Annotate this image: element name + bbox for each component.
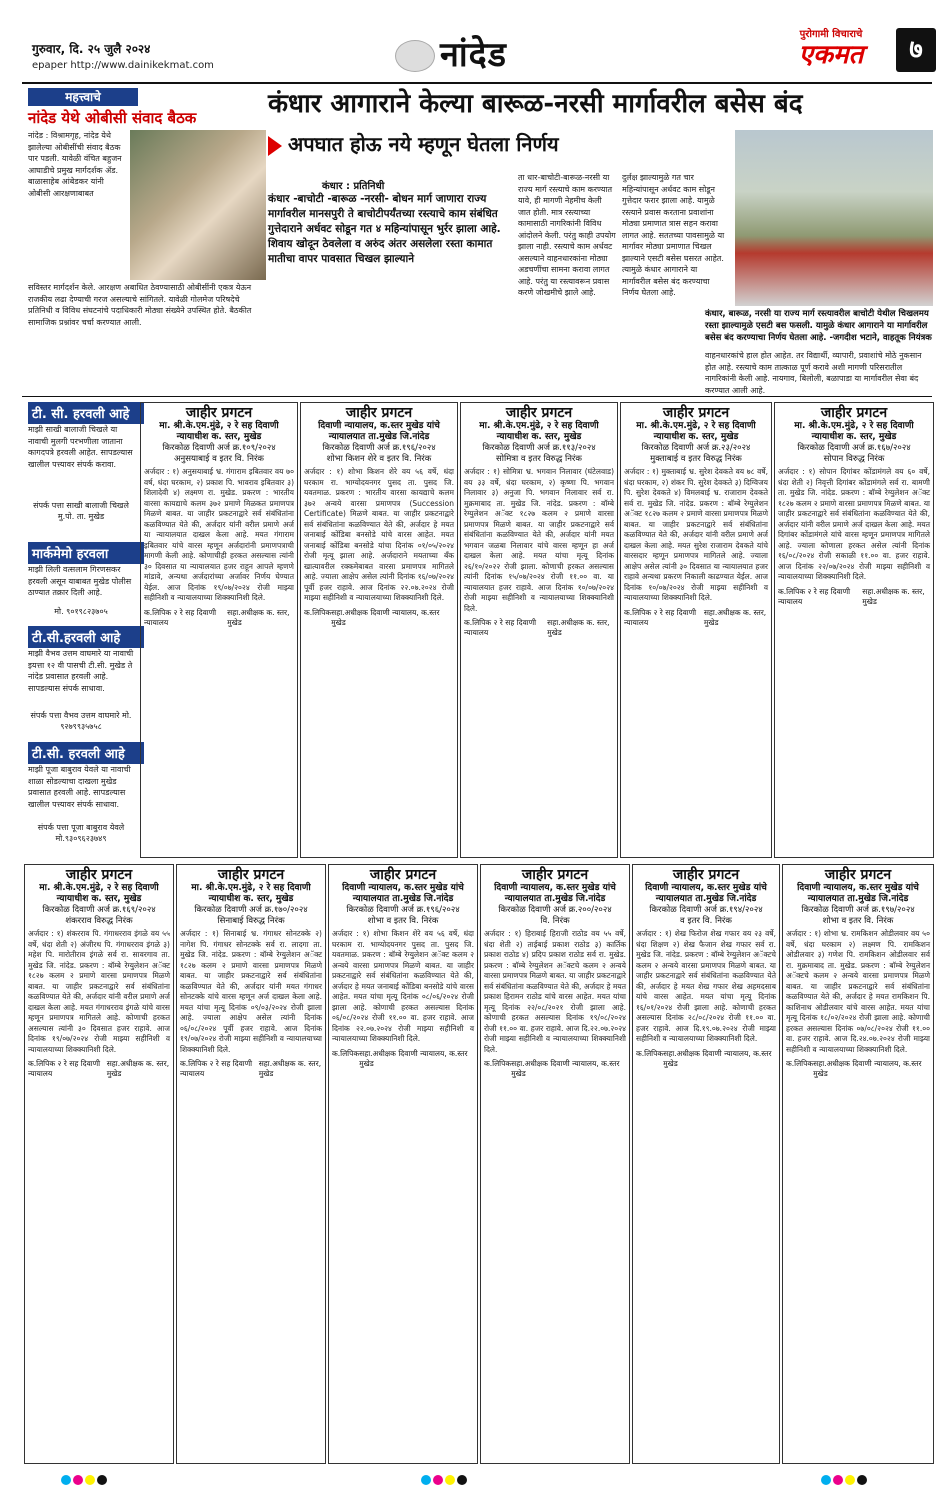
notice-parties: व इतर वि. निरंक bbox=[680, 916, 732, 926]
notice-court: दिवाणी न्यायालय, क.स्तर मुखेड यांचे न्यायालयात ता.मुखेड जि.नांदेड bbox=[645, 883, 767, 904]
notice-case: किरकोळ दिवाणी अर्ज क्र.१६७/२०२४ bbox=[797, 443, 911, 453]
notice-parties: शोभा व इतर वि. निरंक bbox=[822, 916, 894, 926]
cyan-dot-icon bbox=[821, 1475, 831, 1485]
legal-notice bbox=[480, 864, 630, 1464]
notice-court: मा. श्री.के.एम.मुंढे, २ रे सह दिवाणी न्यायाधीश क. स्तर, मुखेड bbox=[794, 421, 914, 442]
meeting-photo bbox=[130, 130, 266, 280]
bus-photo bbox=[735, 130, 933, 306]
city-crest-icon bbox=[395, 40, 435, 72]
sign-left: क.लिपिक bbox=[484, 1059, 512, 1068]
sign-left: क.लिपिक bbox=[786, 1059, 814, 1068]
legal-notice bbox=[620, 402, 772, 858]
notice-text: अर्जदार : १) शोभा भ्र. रामकिशन ओडीलवार वय ५० वर्षे, धंदा घरकाम २) लक्ष्मण पि. रामकिशन ओडीलवार ३) गणेश पि. रामकिशन ओडीलवार सर्व रा. मुक्रमाबाद ता. मुखेड. प्रकरण : बॉम्बे रेग्युलेशन अॅक्टचे कलम २ अन्वये वारसा प्रमाणपत्र मिळणे बाबत. या जाहीर प्रकटनाद्वारे सर्व संबंधितांना कळविण्यात येते की, अर्जदार हे मयत रामकिशन पि. काशिनाथ ओडीलवार यांचे वारस आहेत. मयत यांचा मृत्यू दिनांक १८/०२/२०२४ रोजी झाला आहे. कोणाची हरकत असल्यास दिनांक ०७/०८/२०२४ रोजी ११.०० वा. हजर राहावे. आज दि.२४.०७.२०२४ रोजी माझ्या सहीनिशी व न्यायालयाच्या शिक्क्यानिशी दिले. bbox=[786, 929, 930, 1054]
notice-text: अर्जदार : १) शोभा किशन शेरे वय ५६ वर्षे, धंदा घरकाम रा. भाग्योदयनगर पुसद ता. पुसद जि. यवतमाळ. प्रकरण : बॉम्बे रेग्युलेशन अॅक्ट कलम २ अन्वये वारसा प्रमाणपत्र मिळणे बाबत. या जाहीर प्रकटनाद्वारे सर्व संबंधितांना कळविण्यात येते की, अर्जदार हे मयत जनाबाई कोंडिबा बनसोडे यांचे वारस आहेत. मयत यांचा मृत्यू दिनांक ०८/०६/२०२४ रोजी झाला आहे. कोणाची हरकत असल्यास दिनांक ०६/०८/२०२४ रोजी ११.०० वा. हजर राहावे. आज दिनांक २२.०७.२०२४ रोजी माझ्या सहीनिशी व न्यायालयाच्या शिक्क्यानिशी दिले. bbox=[332, 929, 474, 1043]
story-headline: कंधार आगाराने केल्या बारूळ-नरसी मार्गावरील बसेस बंद bbox=[268, 89, 803, 119]
registration-marks bbox=[420, 1470, 468, 1484]
notice-signatures bbox=[304, 608, 454, 628]
important-text: नांदेड : विश्रामगृह, नांदेड येथे झालेल्या ओबीसींची संवाद बैठक पार पडली. यावेळी वंचित बहुजन आघाडीचे प्रमुख मार्गदर्शक ॲड. बाळासाहेब आंबेडकर यांनी ओबीसी आरक्षणाबाबत bbox=[28, 131, 122, 198]
notice-case: किरकोळ दिवाणी अर्ज क्र.१९४/२०२४ bbox=[649, 905, 763, 915]
sign-right: सहा.अधीक्षक क. स्तर, मुखेड bbox=[258, 1059, 322, 1078]
sign-right: सहा.अधीक्षक दिवाणी न्यायालय, क.स्तर मुखेड bbox=[511, 1059, 620, 1078]
classified-body: माझी पूजा बाबुराव येवले या नावाची शाळा सोडल्याचा दाखला मुखेड प्रवासात हरवली आहे. सापडल्यास खालील पत्त्यावर संपर्क साधावा. bbox=[28, 765, 131, 809]
classified-title: टी.सी. हरवली आहे bbox=[28, 742, 144, 764]
legal-notice bbox=[782, 864, 934, 1464]
notice-parties: अनुसयाबाई व इतर वि. निरंक bbox=[174, 454, 264, 464]
classified-body: माझी वैभव उत्तम वाघमारे या नावाची इयत्ता १२ वी पासची टी.सी. मुखेड ते नांदेड प्रवासात हरवली आहे. सापडल्यास संपर्क साधावा. bbox=[28, 649, 134, 693]
section-divider bbox=[22, 396, 932, 397]
epaper-url[interactable]: epaper http://www.dainikekmat.com bbox=[32, 60, 214, 71]
notice-case: किरकोळ दिवाणी अर्ज क्र.१९६/२०२४ bbox=[346, 905, 460, 915]
notice-text: अर्जदार : १) शंकरराव पि. गंगाधरराव इंगळे वय ५५ वर्षे, धंदा शेती २) अंजीरथ पि. गंगाधरराव इंगळे ३) महेश पि. मारोतीराव इंगळे सर्व रा. सावरगाव ता. मुखेड जि. नांदेड. प्रकरण : बॉम्बे रेग्युलेशन अॅक्ट १८२७ कलम २ प्रमाणे वारसा प्रमाणपत्र मिळणे बाबत. या जाहीर प्रकटनाद्वारे सर्व संबंधितांना कळविण्यात येते की, अर्जदार यांनी वरील प्रमाणे अर्ज दाखल केला आहे. मयत गंगाधरराव इंगळे यांचे वारस म्हणून प्रमाणपत्र मागितले आहे. कोणाची हरकत असल्यास त्यांनी ३० दिवसात हजर राहावे. आज दिनांक १९/०७/२०२४ रोजी माझ्या सहीनिशी व न्यायालयाच्या शिक्क्यानिशी दिले. bbox=[28, 929, 170, 1054]
story-subheadline bbox=[268, 130, 618, 157]
legal-notice bbox=[632, 864, 780, 1464]
page-number: ७ bbox=[896, 28, 936, 72]
legal-notice bbox=[460, 402, 618, 858]
sign-left: क.लिपिक bbox=[332, 1048, 360, 1058]
logo-tagline: पुरोगामी विचाराचे bbox=[799, 29, 863, 40]
notice-text: अर्जदार : १) अनुसयाबाई भ्र. गंगाराम इबितवार वय ७० वर्ष, धंदा घरकाम, २) प्रकाश पि. भावराव इबितवार ३) शिलादेवी ४) लक्ष्मण रा. मुखेड. प्रकरण : भारतीय वारसा कायद्याचे कलम ३७२ प्रमाणे मिळकत प्रमाणपत्र मिळणे बाबत. या जाहीर प्रकटनाद्वारे सर्व संबंधितांना कळविण्यात येते की, अर्जदार यांनी वरील प्रमाणे अर्ज या न्यायालयात दाखल केला आहे. मयत गंगाराम इबितवार यांचे वारस म्हणून अर्जदारांनी प्रमाणपत्राची मागणी केली आहे. कोणाचीही हरकत असल्यास त्यांनी ३० दिवसात या न्यायालयात हजर राहून आपले म्हणणे मांडावे, अन्यथा अर्जदारांच्या अर्जावर निर्णय घेण्यात येईल. आज दिनांक १९/०७/२०२४ रोजी माझ्या सहीनिशी व न्यायालयाच्या शिक्क्यानिशी दिले. bbox=[144, 467, 294, 602]
sign-left: क.लिपिक २ रे सह दिवाणी न्यायालय bbox=[28, 1059, 101, 1078]
sign-right: सहा.अधीक्षक क. स्तर, मुखेड bbox=[106, 1059, 170, 1078]
notice-court: दिवाणी न्यायालय, क.स्तर मुखेड यांचे न्यायालयात ता.मुखेड जि.नांदेड bbox=[494, 883, 616, 904]
arrow-icon bbox=[268, 136, 282, 156]
notice-parties: शंकरराव विरुद्ध निरंक bbox=[65, 916, 133, 926]
story-lead: कंधार -बाचोटी -बारूळ -नरसी- बोधन मार्ग जाणारा राज्य मार्गावरील मानसपुरी ते बाचोटीपर्यंतच्या रस्त्याचे काम संबंधित गुत्तेदाराने अर्धवट सोडून गत ४ महिन्यांपासून भुर्रर झाला आहे. शिवाय खोदून ठेवलेला व अरुंद अंतर असलेला रस्ता कामात मातीचा वापर पावसात चिखल झाल्याने bbox=[268, 193, 501, 265]
notice-case: किरकोळ दिवाणी अर्ज क्र.२००/२०२४ bbox=[498, 905, 612, 915]
notice-court: मा. श्री.के.एम.मुंढे, २ रे सह दिवाणी न्यायाधीश क. स्तर, मुखेड bbox=[636, 421, 756, 442]
notice-parties: शोभा किशन शेरे व इतर वि. निरंक bbox=[326, 454, 432, 464]
sign-right: सहा.अधीक्षक दिवाणी न्यायालय, क.स्तर मुखेड bbox=[813, 1059, 922, 1078]
notice-title: जाहीर प्रगटन bbox=[505, 405, 573, 421]
notice-text: अर्जदार : १) सोमित्रा भ्र. भगवान निलावार (घंटेलवाड) वय ३३ वर्षे, धंदा घरकाम, २) कृष्णा पि. भगवान निलावार ३) अनुजा पि. भगवान निलावार सर्व रा. मुक्रमाबाद ता. मुखेड जि. नांदेड. प्रकरण : बॉम्बे रेग्युलेशन अॅक्ट १८२७ कलम २ प्रमाणे वारसा प्रमाणपत्र मिळणे बाबत. या जाहीर प्रकटनाद्वारे सर्व संबंधितांना कळविण्यात येते की, अर्जदार यांनी मयत भगवान जळबा निलावार यांचे वारस म्हणून हा अर्ज दाखल केला आहे. मयत यांचा मृत्यू दिनांक २६/१०/२०२२ रोजी झाला. कोणाची हरकत असल्यास त्यांनी दिनांक १५/०७/२०२४ रोजी ११.०० वा. या न्यायालयात हजर राहावे. आज दिनांक १०/०७/२०२४ रोजी माझ्या सहीनिशी व न्यायालयाच्या शिक्क्यानिशी दिले. bbox=[464, 467, 614, 613]
issue-date: गुरुवार, दि. २५ जुलै २०२४ bbox=[32, 42, 151, 56]
notice-parties: वि. निरंक bbox=[540, 916, 570, 926]
notice-parties: मुक्ताबाई व इतर विरुद्ध निरंक bbox=[650, 454, 742, 464]
notice-court: मा. श्री.के.एम.मुंढे, २ रे सह दिवाणी न्यायाधीश क. स्तर, मुखेड bbox=[159, 421, 279, 442]
legal-notice bbox=[774, 402, 934, 858]
notice-signatures bbox=[484, 1059, 626, 1079]
notice-court: दिवाणी न्यायालय, क.स्तर मुखेड यांचे न्यायालयात ता.मुखेड जि.नांदेड bbox=[797, 883, 919, 904]
cyan-dot-icon bbox=[421, 1475, 431, 1485]
masthead-rule bbox=[22, 82, 932, 84]
notice-title: जाहीर प्रगटन bbox=[521, 867, 589, 883]
notice-signatures bbox=[464, 618, 614, 638]
notice-case: किरकोळ दिवाणी अर्ज क्र.१९६/२०२४ bbox=[322, 443, 436, 453]
classified-contact: संपर्क पत्ता वैभव उत्तम वाघमारे मो. ९२७९९३५७५८ bbox=[30, 711, 132, 731]
sign-right: सहा.अधीक्षक क. स्तर, मुखेड bbox=[547, 618, 610, 637]
sign-left: क.लिपिक bbox=[636, 1048, 664, 1058]
notice-signatures bbox=[636, 1049, 776, 1069]
notice-signatures bbox=[332, 1049, 474, 1069]
notice-title: जाहीर प्रगटन bbox=[65, 867, 133, 883]
notice-title: जाहीर प्रगटन bbox=[672, 867, 740, 883]
notice-case: किरकोळ दिवाणी अर्ज क्र.१०९/२०२४ bbox=[162, 443, 276, 453]
notice-case: किरकोळ दिवाणी अर्ज क्र.२३/२०२४ bbox=[641, 443, 751, 453]
notice-title: जाहीर प्रगटन bbox=[824, 867, 892, 883]
classified-title: मार्कमेमो हरवला bbox=[28, 542, 144, 564]
legal-notice bbox=[176, 864, 326, 1464]
sign-right: सहा.अधीक्षक क. स्तर, मुखेड bbox=[227, 607, 290, 627]
notice-title: जाहीर प्रगटन bbox=[185, 405, 253, 421]
classified-title: टी. सी. हरवली आहे bbox=[28, 402, 144, 424]
notice-text: अर्जदार : १) सिनाबाई भ्र. गंगाधर सोनटक्के २) नागेश पि. गंगाधर सोनटक्के सर्व रा. लादगा ता. मुखेड जि. नांदेड. प्रकरण : बॉम्बे रेग्युलेशन अॅक्ट १८२७ कलम २ प्रमाणे वारसा प्रमाणपत्र मिळणे बाबत. या जाहीर प्रकटनाद्वारे सर्व संबंधितांना कळविण्यात येते की, अर्जदार यांनी मयत गंगाधर सोनटक्के यांचे वारस म्हणून अर्ज दाखल केला आहे. मयत यांचा मृत्यू दिनांक ०९/०३/२०२४ रोजी झाला आहे. ज्याला आक्षेप असेल त्यांनी दिनांक ०६/०८/२०२४ पूर्वी हजर राहावे. आज दिनांक १९/०७/२०२४ रोजी माझ्या सहीनिशी व न्यायालयाच्या शिक्क्यानिशी दिले. bbox=[180, 929, 322, 1054]
sign-left: क.लिपिक २ रे सह दिवाणी न्यायालय bbox=[464, 618, 537, 637]
important-text-continued: सविस्तर मार्गदर्शन केले. आरक्षण अबाधित ठेवण्यासाठी ओबीसींनी एकत्र येऊन राजकीय लढा देण्याची गरज असल्याचे सांगितले. यावेळी गोलमेज परिषदेचे प्रतिनिधी व विविध संघटनांचे पदाधिकारी मोठ्या संख्येने उपस्थित होते. बैठकीत सामाजिक प्रश्नांवर चर्चा करण्यात आली. bbox=[28, 283, 252, 327]
notice-signatures bbox=[778, 587, 930, 607]
classified-contact: संपर्क पत्ता साखी बालाजी चिखले मु.पो. ता. मुखेड bbox=[33, 501, 129, 521]
notice-parties: सिनाबाई विरुद्ध निरंक bbox=[217, 916, 285, 926]
legal-notice bbox=[24, 864, 174, 1464]
notice-court: मा. श्री.के.एम.मुंढे, २ रे सह दिवाणी न्यायाधीश क. स्तर, मुखेड bbox=[191, 883, 311, 904]
sign-right: सहा.अधीक्षक क. स्तर, मुखेड bbox=[703, 607, 767, 627]
notice-signatures bbox=[28, 1059, 170, 1079]
magenta-dot-icon bbox=[433, 1475, 443, 1485]
notice-title: जाहीर प्रगटन bbox=[662, 405, 730, 421]
classified-contact: संपर्क पत्ता पूजा बाबुराव येवले मो.९३०९६२३७४९ bbox=[37, 823, 125, 843]
subheadline-text: अपघात होऊ नये म्हणून घेतला निर्णय bbox=[288, 132, 559, 156]
notice-parties: शोभा व इतर वि. निरंक bbox=[367, 916, 439, 926]
notice-court: दिवाणी न्यायालय, क.स्तर मुखेड यांचे न्यायालयात ता.मुखेड जि.नांदेड bbox=[318, 421, 440, 442]
page-title: नांदेड bbox=[440, 35, 507, 75]
sign-left: क.लिपिक २ रे सह दिवाणी न्यायालय bbox=[144, 607, 217, 627]
notice-text: अर्जदार : १) शोभा किशन शेरे वय ५६ वर्षे, धंदा घरकाम रा. भाग्योदयनगर पुसद ता. पुसद जि. यवतमाळ. प्रकरण : भारतीय वारसा कायद्याचे कलम ३७२ अन्वये वारसा प्रमाणपत्र (Succession Certificate) मिळणे बाबत. या जाहीर प्रकटनाद्वारे सर्व संबंधितांना कळविण्यात येते की, अर्जदार हे मयत जनाबाई कोंडिबा बनसोडे यांचे वारस आहेत. मयत जनाबाई कोंडिबा बनसोडे यांचा दिनांक ०१/०५/२०२४ रोजी मृत्यू झाला आहे. अर्जदाराने मयताच्या बँक खात्यावरील रक्कमेबाबत वारसा प्रमाणपत्र मागितले आहे. ज्याला आक्षेप असेल त्यांनी दिनांक १६/०७/२०२४ पूर्वी हजर राहावे. आज दिनांक २२.०७.२०२४ रोजी माझ्या सहीनिशी व न्यायालयाच्या शिक्क्यानिशी दिले. bbox=[304, 467, 454, 602]
notice-parties: सोपान विरुद्ध निरंक bbox=[823, 454, 885, 464]
notice-court: मा. श्री.के.एम.मुंढे, २ रे सह दिवाणी न्यायाधीश क. स्तर, मुखेड bbox=[479, 421, 599, 442]
legal-notice bbox=[328, 864, 478, 1464]
notice-court: मा. श्री.के.एम.मुंढे, २ रे सह दिवाणी न्यायाधीश क. स्तर, मुखेड bbox=[39, 883, 159, 904]
sign-left: क.लिपिक २ रे सह दिवाणी न्यायालय bbox=[180, 1059, 253, 1078]
magenta-dot-icon bbox=[833, 1475, 843, 1485]
important-tag: महत्त्वाचे bbox=[28, 88, 138, 106]
classified-contact: मो. ९०१९८२३७०५ bbox=[54, 607, 108, 616]
cyan-dot-icon bbox=[61, 1475, 71, 1485]
notice-signatures bbox=[180, 1059, 322, 1079]
sign-right: सहा.अधीक्षक दिवाणी न्यायालय, क.स्तर मुखेड bbox=[331, 607, 440, 627]
sign-right: सहा.अधीक्षक क. स्तर, मुखेड bbox=[862, 586, 925, 606]
notice-case: किरकोळ दिवाणी अर्ज क्र.१६९/२०२४ bbox=[42, 905, 156, 915]
story-column-2: ता धार-बाचोटी-बारूळ-नरसी या राज्य मार्ग रस्त्याचे काम करण्यात यावे, ही मागणी नेहमीच केली जात होती. मात्र रस्त्याच्या कामासाठी नागरिकांनी विविध आंदोलने केली. परंतु काही उपयोग झाला नाही. रस्त्याचे काम अर्धवट असल्याने वाहनधारकांना मोठ्या अडचणींचा सामना करावा लागत आहे. परंतु या रस्त्यावरून प्रवास करणे जोखमीचे झाले आहे. bbox=[518, 173, 616, 297]
legal-notice bbox=[300, 402, 458, 858]
classified-title: टी.सी.हरवली आहे bbox=[28, 626, 144, 648]
sign-left: क.लिपिक २ रे सह दिवाणी न्यायालय bbox=[624, 607, 697, 627]
logo-name: एकमत bbox=[798, 40, 864, 70]
notice-signatures bbox=[144, 608, 294, 628]
notice-text: अर्जदार : १) शेख फिरोज शेख गफार वय २३ वर्षे, धंदा शिक्षण २) शेख फैजान शेख गफार सर्व रा. मुखेड जि. नांदेड. प्रकरण : बॉम्बे रेग्युलेशन अॅक्टचे कलम २ अन्वये वारसा प्रमाणपत्र मिळणे बाबत. या जाहीर प्रकटनाद्वारे सर्व संबंधितांना कळविण्यात येते की, अर्जदार हे मयत शेख गफार शेख अहमदसाब यांचे वारस आहेत. मयत यांचा मृत्यू दिनांक १६/०१/२०२४ रोजी झाला आहे. कोणाची हरकत असल्यास दिनांक २८/०८/२०२४ रोजी ११.०० वा. हजर राहावे. आज दि.१९.०७.२०२४ रोजी माझ्या सहीनिशी व न्यायालयाच्या शिक्क्यानिशी दिले. bbox=[636, 929, 776, 1043]
important-headline: नांदेड येथे ओबीसी संवाद बैठक bbox=[28, 109, 197, 127]
newspaper-logo bbox=[772, 26, 890, 76]
notice-text: अर्जदार : १) सोपान दिगांबर कोंडामंगले वय ६० वर्षे, धंदा शेती २) निवृत्ती दिगांबर कोंडामंगले सर्व रा. बामणी ता. मुखेड जि. नांदेड. प्रकरण : बॉम्बे रेग्युलेशन अॅक्ट १८२७ कलम २ प्रमाणे वारसा प्रमाणपत्र मिळणे बाबत. या जाहीर प्रकटनाद्वारे सर्व संबंधितांना कळविण्यात येते की, अर्जदार यांनी वरील प्रमाणे अर्ज दाखल केला आहे. मयत दिगांबर कोंडामंगले यांचे वारस म्हणून प्रमाणपत्र मागितले आहे. ज्याला कोणाला हरकत असेल त्यांनी दिनांक १६/०८/२०२४ रोजी सकाळी ११.०० वा. हजर राहावे. आज दिनांक २२/०७/२०२४ रोजी माझ्या सहीनिशी व न्यायालयाच्या शिक्क्यानिशी दिले. bbox=[778, 467, 930, 581]
yellow-dot-icon bbox=[85, 1475, 95, 1485]
story-column-4: वाहनधारकांचे हाल होत आहेत. तर विद्यार्थी, व्यापारी, प्रवाशांचे मोठे नुकसान होत आहे. रस्त्याचे काम तात्काळ पूर्ण करावे अशी मागणी परिसरातील नागरिकांनी केली आहे. नायगाव, बिलोली, बळापाडा या मार्गावरील सेवा बंद करण्यात आली आहे. bbox=[705, 351, 922, 395]
notice-case: किरकोळ दिवाणी अर्ज क्र.११३/२०२४ bbox=[482, 443, 596, 453]
sign-left: क.लिपिक bbox=[304, 607, 332, 617]
yellow-dot-icon bbox=[445, 1475, 455, 1485]
magenta-dot-icon bbox=[73, 1475, 83, 1485]
notice-title: जाहीर प्रगटन bbox=[369, 867, 437, 883]
black-dot-icon bbox=[97, 1475, 107, 1485]
legal-notice bbox=[140, 402, 298, 858]
notice-title: जाहीर प्रगटन bbox=[345, 405, 413, 421]
sign-right: सहा.अधीक्षक दिवाणी न्यायालय, क.स्तर मुखेड bbox=[359, 1048, 468, 1068]
notice-parties: सोमित्रा व इतर विरुद्ध निरंक bbox=[496, 454, 582, 464]
notice-case: किरकोळ दिवाणी अर्ज क्र.१९७/२०२४ bbox=[801, 905, 915, 915]
classified-body: माझी लिली वत्सलाम गिरणसकर हरवली असून याबाबत मुखेड पोलीस ठाण्यात तक्रार दिली आहे. bbox=[28, 565, 132, 597]
notice-case: किरकोळ दिवाणी अर्ज क्र.१७०/२०२४ bbox=[194, 905, 308, 915]
notice-text: अर्जदार : १) मुक्ताबाई भ्र. सुरेश देवकते वय ७८ वर्षे, धंदा घरकाम, २) शंकर पि. सुरेश देवकते ३) दिग्विजय पि. सुरेश देवकते ४) विमलबाई भ्र. राजाराम देवकते सर्व रा. मुखेड जि. नांदेड. प्रकरण : बॉम्बे रेग्युलेशन अॅक्ट १८२७ कलम २ प्रमाणे वारसा प्रमाणपत्र मिळणे बाबत. या जाहीर प्रकटनाद्वारे सर्व संबंधितांना कळविण्यात येते की, अर्जदार यांनी वरील प्रमाणे अर्ज दाखल केला आहे. मयत सुरेश राजाराम देवकते यांचे वारसदार म्हणून प्रमाणपत्र मागितले आहे. ज्याला आक्षेप असेल त्यांनी ३० दिवसात या न्यायालयात हजर राहावे अन्यथा प्रकरण निकाली काढण्यात येईल. आज दिनांक १०/०७/२०२४ रोजी माझ्या सहीनिशी व न्यायालयाच्या शिक्क्यानिशी दिले. bbox=[624, 467, 768, 602]
notice-signatures bbox=[624, 608, 768, 628]
yellow-dot-icon bbox=[845, 1475, 855, 1485]
story-column-3: दुर्लक्ष झाल्यामुळे गत चार महिन्यांपासून अर्धवट काम सोडून गुत्तेदार फरार झाला आहे. यामुळे रस्त्याने प्रवास करताना प्रवाशांना मोठ्या प्रमाणात त्रास सहन करावा लागत आहे. सततच्या पावसामुळे या मार्गावर मोठ्या प्रमाणात चिखल झाल्याने एसटी बसेस घसरत आहेत. त्यामुळे कंधार आगाराने या मार्गावरील बसेस बंद करण्याचा निर्णय घेतला आहे. bbox=[622, 173, 725, 297]
registration-marks bbox=[820, 1470, 868, 1484]
notice-court: दिवाणी न्यायालय, क.स्तर मुखेड यांचे न्यायालयात ता.मुखेड जि.नांदेड bbox=[342, 883, 464, 904]
notice-text: अर्जदार : १) हिराबाई हिराजी राठोड वय ५५ वर्षे, धंदा शेती २) ताईबाई प्रकाश राठोड ३) कार्तिक प्रकाश राठोड ४) प्रदिप प्रकाश राठोड सर्व रा. मुखेड. प्रकरण : बॉम्बे रेग्युलेशन अॅक्टचे कलम २ अन्वये वारसा प्रमाणपत्र मिळणे बाबत. या जाहीर प्रकटनाद्वारे सर्व संबंधितांना कळविण्यात येते की, अर्जदार हे मयत प्रकाश हिरामन राठोड यांचे वारस आहेत. मयत यांचा मृत्यू दिनांक २२/०८/२०२१ रोजी झाला आहे. कोणाची हरकत असल्यास दिनांक १९/०८/२०२४ रोजी ११.०० वा. हजर राहावे. आज दि.२२.०७.२०२४ रोजी माझ्या सहीनिशी व न्यायालयाच्या शिक्क्यानिशी दिले. bbox=[484, 929, 626, 1054]
black-dot-icon bbox=[857, 1475, 867, 1485]
black-dot-icon bbox=[457, 1475, 467, 1485]
notice-signatures bbox=[786, 1059, 930, 1079]
story-dateline: कंधार : प्रतिनिधी bbox=[322, 181, 385, 192]
notice-title: जाहीर प्रगटन bbox=[820, 405, 888, 421]
notice-title: जाहीर प्रगटन bbox=[217, 867, 285, 883]
photo-caption: कंधार, बारूळ, नरसी या राज्य मार्ग रस्त्यावरील बाचोटी येथील चिखलमय रस्ता झाल्यामुळे एसटी बस फसली. यामुळे कंधार आगाराने या मार्गावरील बसेस बंद करण्याचा निर्णय घेतला आहे. -जगदीश भटाने, वाहतूक नियंत्रक bbox=[705, 309, 932, 343]
registration-marks bbox=[60, 1470, 108, 1484]
sign-left: क.लिपिक २ रे सह दिवाणी न्यायालय bbox=[778, 586, 851, 606]
sign-right: सहा.अधीक्षक दिवाणी न्यायालय, क.स्तर मुखेड bbox=[663, 1048, 772, 1068]
classified-body: माझी साखी बालाजी चिखले या नावाची मुलगी परभणीला जाताना कागदपत्रे हरवली आहेत. सापडल्यास खालील पत्त्यावर संपर्क करावा. bbox=[28, 425, 133, 469]
